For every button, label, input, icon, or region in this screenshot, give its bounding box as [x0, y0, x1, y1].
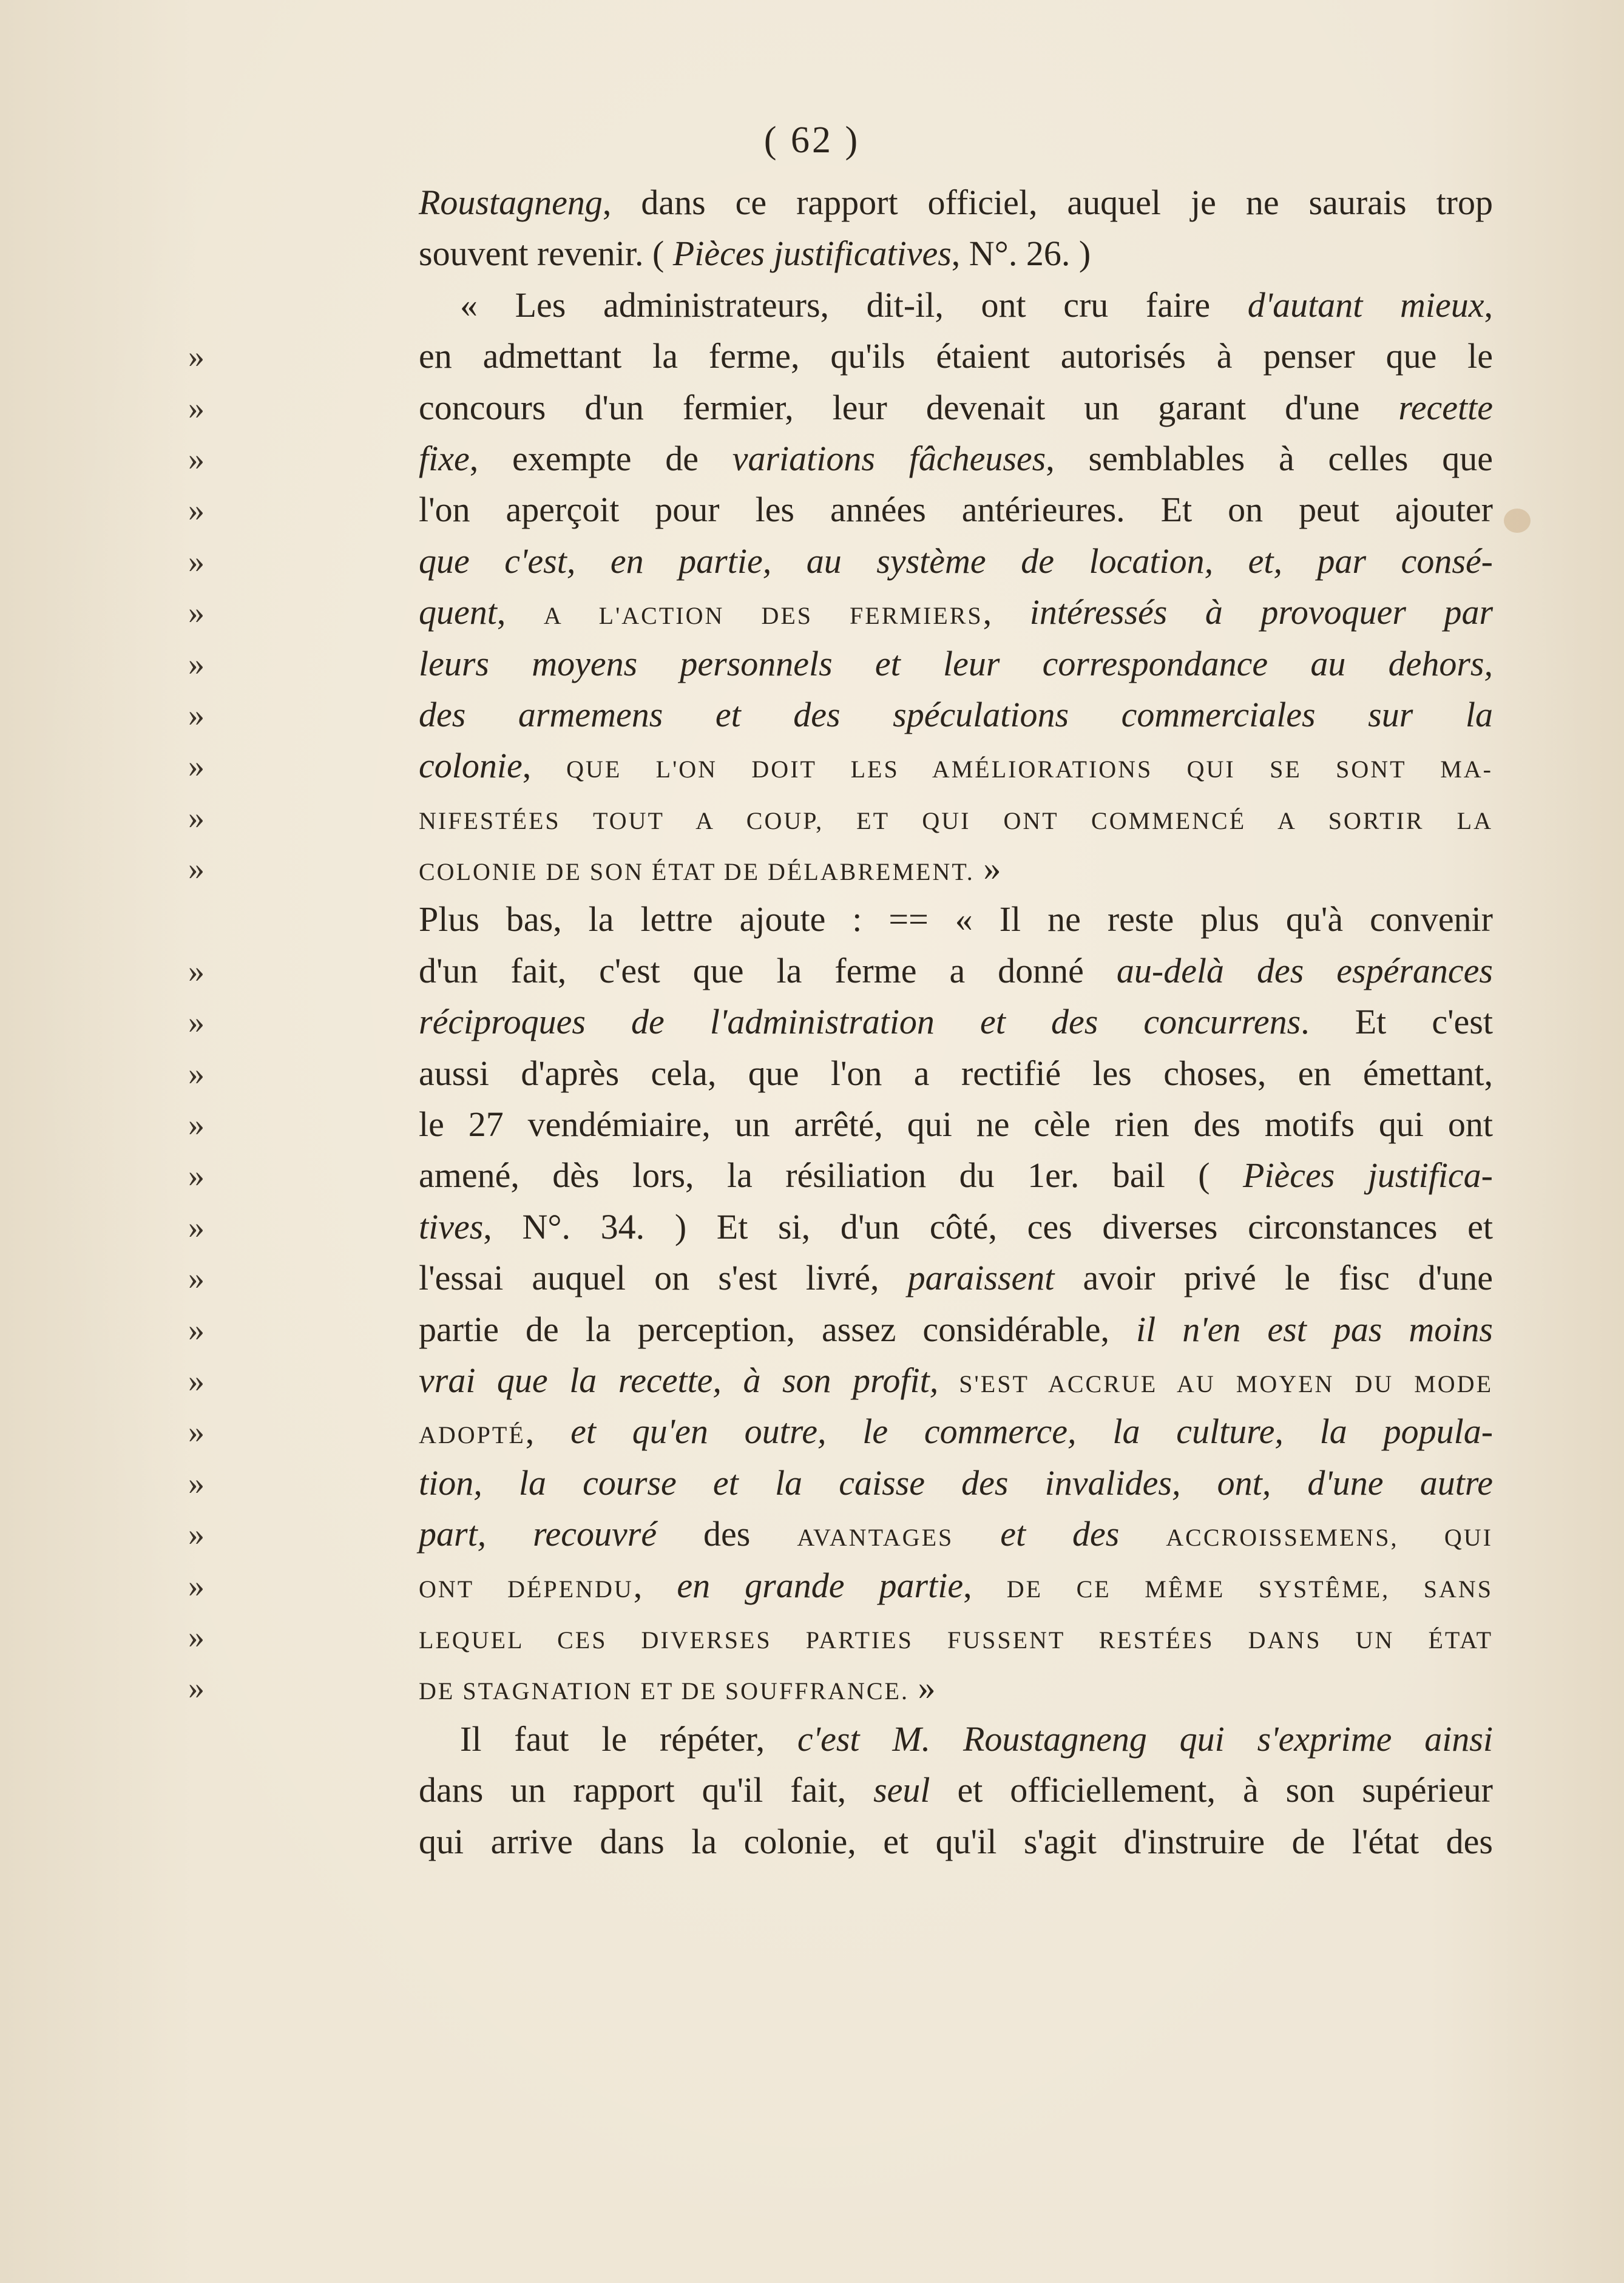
quote-mark: » [188, 492, 205, 529]
quote-mark: » [188, 1311, 205, 1348]
small-caps-text: ONT DÉPENDU [419, 1575, 634, 1603]
roman-text: » [974, 848, 1001, 888]
text-line [188, 843, 1493, 894]
text-line [188, 1253, 1493, 1304]
text-line [188, 689, 1493, 740]
text-line [188, 996, 1493, 1047]
italic-text: vrai que la recette, à son profit, [419, 1360, 939, 1400]
page-number: ( 62 ) [763, 120, 861, 161]
roman-text: partie de la perception, assez considérable, [419, 1309, 1136, 1349]
quote-mark: » [188, 645, 205, 682]
text-line [188, 1202, 1493, 1253]
italic-text: et qu'en outre, le commerce, la culture, la popula- [570, 1412, 1494, 1452]
roman-text: , [525, 1412, 571, 1452]
quote-mark: » [188, 1208, 205, 1245]
text-line [188, 1662, 1493, 1713]
text-line [419, 280, 1493, 331]
quote-mark: » [188, 1567, 205, 1604]
italic-text: au-delà des espérances [1116, 950, 1493, 990]
small-caps-text: DE STAGNATION ET DE SOUFFRANCE. [419, 1677, 909, 1705]
italic-text: fixe [419, 438, 470, 478]
text-line [419, 1816, 1493, 1867]
quote-mark: » [188, 1362, 205, 1399]
roman-text: , [983, 592, 1030, 632]
roman-text: « Les administrateurs, dit-il, ont cru faire [460, 285, 1248, 325]
roman-text: amené, dès lors, la résiliation du 1er. bail ( [419, 1155, 1243, 1196]
quote-mark: » [188, 1669, 205, 1706]
text-line [188, 1458, 1493, 1509]
small-caps-text: S'EST ACCRUE AU MOYEN DU MODE [938, 1370, 1493, 1398]
text-line [188, 331, 1493, 382]
italic-text: tives [419, 1206, 484, 1246]
italic-text: seul [873, 1770, 930, 1810]
quote-mark: » [188, 952, 205, 989]
roman-text: des [657, 1514, 797, 1554]
quote-mark: » [188, 543, 205, 580]
small-caps-text: DE CE MÊME SYSTÊME, SANS [1006, 1575, 1493, 1603]
italic-text: et des [953, 1514, 1166, 1554]
text-line [188, 1099, 1493, 1150]
italic-text: quent [419, 592, 497, 632]
small-caps-text: AVANTAGES [797, 1524, 954, 1552]
roman-text: aussi d'après cela, que l'on a rectifié les choses, en émettant, [419, 1053, 1493, 1093]
roman-text: Plus bas, la lettre ajoute : == « Il ne reste plus qu'à convenir [419, 899, 1493, 939]
italic-text: leurs moyens personnels et leur correspondance au dehors, [419, 643, 1493, 683]
text-line [188, 1304, 1493, 1355]
text-line [419, 177, 1493, 228]
text-line [188, 1355, 1493, 1406]
text-line [188, 1406, 1494, 1457]
page-body-text [188, 177, 1494, 1867]
small-caps-text: ACCROISSEMENS, QUI [1166, 1524, 1493, 1552]
text-line [188, 1560, 1493, 1611]
small-caps-text: QUE L'ON DOIT LES AMÉLIORATIONS QUI SE SONT MA- [566, 756, 1493, 783]
small-caps-text: ADOPTÉ [419, 1421, 526, 1449]
quote-mark: » [188, 1260, 205, 1297]
italic-text: part, recouvré [419, 1514, 657, 1554]
text-line [188, 587, 1494, 638]
italic-text: réciproques de l'administration et des concurrens [419, 1002, 1301, 1042]
quote-mark: » [188, 799, 205, 836]
quote-mark: » [188, 1106, 205, 1143]
roman-text: dans un rapport qu'il fait, [419, 1770, 874, 1810]
small-caps-text: A L'ACTION DES FERMIERS [543, 602, 983, 630]
text-line [188, 638, 1493, 689]
roman-text: avoir privé le fisc d'une [1054, 1258, 1493, 1298]
italic-text: des armemens et des spéculations commerciales sur la [419, 694, 1493, 734]
text-line [188, 1611, 1493, 1662]
quote-mark: » [188, 850, 205, 887]
text-line [188, 382, 1493, 433]
italic-text: variations fâcheuses [732, 438, 1046, 478]
italic-text: recette [1398, 387, 1493, 427]
text-line [188, 1509, 1493, 1560]
roman-text: souvent revenir. ( [419, 234, 673, 274]
text-line [188, 1150, 1493, 1201]
text-line [188, 433, 1493, 484]
text-line [188, 536, 1493, 587]
roman-text: , [963, 1565, 1007, 1605]
text-line [419, 1765, 1493, 1816]
italic-text: c'est M. Roustagneng qui s'exprime ainsi [797, 1719, 1493, 1759]
quote-mark: » [188, 1055, 205, 1092]
roman-text: l'on aperçoit pour les années antérieures. Et on peut ajouter [419, 490, 1493, 530]
italic-text: Roustagneng [419, 183, 603, 222]
italic-text: colonie [419, 746, 523, 786]
italic-text: d'autant mieux [1247, 285, 1484, 325]
italic-text: intéressés à provoquer par [1029, 592, 1494, 632]
italic-text: que c'est, en partie, au système de location, et, par consé- [419, 541, 1493, 581]
roman-text: et officiellement, à son supérieur [930, 1770, 1494, 1810]
text-line [419, 228, 1493, 279]
quote-mark: » [188, 1004, 205, 1041]
italic-text: en grande partie [677, 1565, 964, 1605]
text-line [419, 894, 1493, 945]
paper-stain [1504, 509, 1531, 533]
quote-mark: » [188, 389, 205, 426]
italic-text: Pièces justifica- [1243, 1155, 1493, 1196]
quote-mark: » [188, 440, 205, 477]
roman-text: d'un fait, c'est que la ferme a donné [419, 950, 1117, 990]
text-line [188, 1048, 1493, 1099]
roman-text: concours d'un fermier, leur devenait un garant d'une [419, 387, 1399, 427]
text-line [188, 740, 1493, 791]
roman-text: , exempte de [469, 438, 732, 478]
quote-mark: » [188, 1618, 205, 1655]
roman-text: le 27 vendémiaire, un arrêté, qui ne cèle rien des motifs qui ont [419, 1104, 1493, 1145]
roman-text: , [522, 746, 567, 786]
roman-text: , N°. 26. ) [951, 234, 1091, 274]
roman-text: » [908, 1668, 936, 1708]
italic-text: il n'en est pas moins [1135, 1309, 1493, 1349]
roman-text: , [496, 592, 544, 632]
text-line [419, 1714, 1493, 1765]
quote-mark: » [188, 1464, 205, 1501]
roman-text: , [1484, 285, 1493, 325]
quote-mark: » [188, 1413, 205, 1450]
italic-text: Pièces justificatives [672, 234, 952, 274]
text-line [188, 484, 1493, 535]
italic-text: tion, la course et la caisse des invalides, ont, d'une autre [419, 1463, 1493, 1503]
roman-text: , N°. 34. ) Et si, d'un côté, ces diverses circonstances et [483, 1206, 1493, 1246]
italic-text: paraissent [907, 1258, 1055, 1298]
roman-text: , dans ce rapport officiel, auquel je ne saurais trop [602, 183, 1493, 222]
quote-mark: » [188, 696, 205, 733]
small-caps-text: NIFESTÉES TOUT A COUP, ET QUI ONT COMMENCÉ A SORTIR LA [419, 807, 1493, 834]
quote-mark: » [188, 594, 205, 631]
roman-text: Il faut le répéter, [460, 1719, 797, 1759]
roman-text: qui arrive dans la colonie, et qu'il s'agit d'instruire de l'état des [419, 1821, 1493, 1861]
roman-text: , semblables à celles que [1046, 438, 1493, 478]
quote-mark: » [188, 748, 205, 785]
roman-text: . Et c'est [1301, 1002, 1493, 1042]
text-line [188, 792, 1493, 843]
roman-text: l'essai auquel on s'est livré, [419, 1258, 908, 1298]
text-line [188, 945, 1493, 996]
roman-text: , [633, 1565, 677, 1605]
quote-mark: » [188, 338, 205, 375]
roman-text: en admettant la ferme, qu'ils étaient autorisés à penser que le [419, 336, 1493, 376]
quote-mark: » [188, 1157, 205, 1194]
small-caps-text: LEQUEL CES DIVERSES PARTIES FUSSENT RESTÉES DANS UN ÉTAT [419, 1626, 1493, 1654]
small-caps-text: COLONIE DE SON ÉTAT DE DÉLABREMENT. [419, 858, 975, 886]
quote-mark: » [188, 1516, 205, 1553]
